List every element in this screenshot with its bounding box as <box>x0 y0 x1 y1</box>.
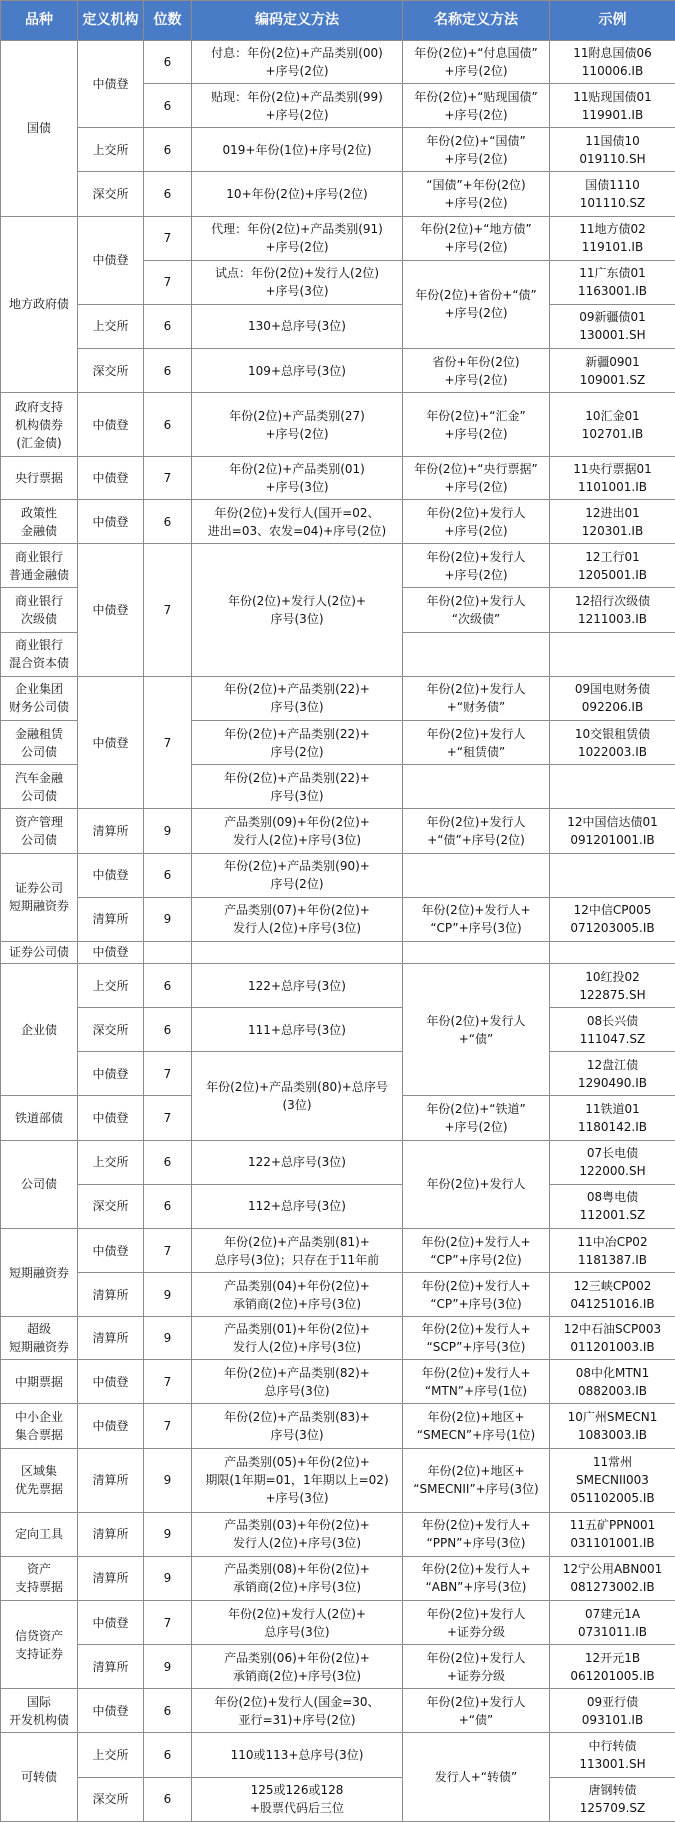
table-cell: 年份(2位)+发行人 +“债” <box>403 963 550 1096</box>
table-cell: 清算所 <box>78 1645 144 1689</box>
table-cell: 中债登 <box>78 393 144 457</box>
table-cell: 年份(2位)+产品类别(22)+ 序号(3位) <box>192 676 403 720</box>
table-cell: 年份(2位)+“央行票据” +序号(2位) <box>403 457 550 500</box>
table-cell: 政府支持 机构债券 (汇金债) <box>1 393 78 457</box>
table-cell: 11广东债01 1163001.IB <box>550 260 675 304</box>
table-cell: 年份(2位)+发行人 +序号(2位) <box>403 544 550 588</box>
table-cell: 年份(2位)+“贴现国债” +序号(2位) <box>403 84 550 128</box>
table-cell: 中债登 <box>78 1096 144 1140</box>
table-cell: 年份(2位)+产品类别(22)+ 序号(2位) <box>192 721 403 765</box>
table-cell: 年份(2位)+“国债” +序号(2位) <box>403 128 550 172</box>
table-row <box>1 1052 675 1096</box>
table-cell: 6 <box>144 963 192 1007</box>
table-cell: 6 <box>144 1140 192 1184</box>
table-cell: 125或126或128 +股票代码后三位 <box>192 1777 403 1821</box>
table-cell: 年份(2位)+地区+ “SMECN”+序号(1位) <box>403 1404 550 1448</box>
table-cell: 国际 开发机构债 <box>1 1689 78 1733</box>
table-row <box>1 1733 675 1777</box>
table-cell: 年份(2位)+发行人+ “CP”+序号(3位) <box>403 897 550 941</box>
table-cell: 清算所 <box>78 1512 144 1556</box>
table-cell: 07长电债 122000.SH <box>550 1140 675 1184</box>
table-cell: 年份(2位)+产品类别(82)+ 总序号(3位) <box>192 1360 403 1404</box>
table-cell: 10汇金01 102701.IB <box>550 393 675 457</box>
table-cell: 7 <box>144 676 192 809</box>
table-cell: 清算所 <box>78 809 144 853</box>
table-cell: 年份(2位)+产品类别(27) +序号(2位) <box>192 393 403 457</box>
table-cell: 产品类别(06)+年份(2位)+ 承销商(2位)+序号(3位) <box>192 1645 403 1689</box>
table-cell: 年份(2位)+发行人 +“财务债” <box>403 676 550 720</box>
table-cell: 12工行01 1205001.IB <box>550 544 675 588</box>
header-name-method: 名称定义方法 <box>403 1 550 41</box>
table-cell: 9 <box>144 1317 192 1360</box>
table-cell: 10+年份(2位)+序号(2位) <box>192 172 403 216</box>
table-cell: 年份(2位)+“铁道” +序号(2位) <box>403 1096 550 1140</box>
table-cell: 企业债 <box>1 963 78 1096</box>
table-cell: 6 <box>144 500 192 544</box>
table-cell: 年份(2位)+产品类别(01) +序号(3位) <box>192 457 403 500</box>
table-cell: 11贴现国债01 119901.IB <box>550 84 675 128</box>
table-cell: 08粤电债 112001.SZ <box>550 1184 675 1228</box>
table-cell: 定向工具 <box>1 1512 78 1556</box>
table-row <box>1 1777 675 1821</box>
table-row <box>1 393 675 457</box>
table-cell: 年份(2位)+发行人+ “CP”+序号(3位) <box>403 1273 550 1317</box>
table-row <box>1 941 675 963</box>
table-cell: 商业银行 普通金融债 <box>1 544 78 588</box>
table-cell: 深交所 <box>78 1184 144 1228</box>
table-cell: 122+总序号(3位) <box>192 963 403 1007</box>
table-cell: 019+年份(1位)+序号(2位) <box>192 128 403 172</box>
table-cell: 年份(2位)+产品类别(90)+ 序号(2位) <box>192 853 403 897</box>
table-cell <box>403 941 550 963</box>
table-cell: 6 <box>144 128 192 172</box>
table-cell: 6 <box>144 393 192 457</box>
table-cell: 12中信CP005 071203005.IB <box>550 897 675 941</box>
table-cell: 122+总序号(3位) <box>192 1140 403 1184</box>
table-cell: 111+总序号(3位) <box>192 1008 403 1052</box>
table-row <box>1 1140 675 1184</box>
table-cell: 6 <box>144 1689 192 1733</box>
table-cell: 7 <box>144 216 192 260</box>
table-cell: 年份(2位)+发行人+ “ABN”+序号(3位) <box>403 1556 550 1600</box>
table-cell <box>550 941 675 963</box>
table-body <box>1 41 675 1822</box>
table-cell: 公司债 <box>1 1140 78 1228</box>
table-cell: 年份(2位)+发行人 +“租赁债” <box>403 721 550 765</box>
table-cell: 产品类别(08)+年份(2位)+ 承销商(2位)+序号(3位) <box>192 1556 403 1600</box>
table-cell: 11铁道01 1180142.IB <box>550 1096 675 1140</box>
table-cell: 唐钢转债 125709.SZ <box>550 1777 675 1821</box>
table-cell: 国债1110 101110.SZ <box>550 172 675 216</box>
table-cell: 中债登 <box>78 1689 144 1733</box>
header-institution: 定义机构 <box>78 1 144 41</box>
table-cell: 6 <box>144 304 192 348</box>
table-cell: 12中石油SCP003 011201003.IB <box>550 1317 675 1360</box>
table-cell: 6 <box>144 853 192 897</box>
table-cell: 9 <box>144 1645 192 1689</box>
table-cell <box>403 632 550 676</box>
table-cell <box>550 853 675 897</box>
table-cell: 年份(2位)+发行人 “次级债” <box>403 588 550 632</box>
table-cell: 7 <box>144 1228 192 1272</box>
table-cell <box>144 941 192 963</box>
table-cell: 6 <box>144 1184 192 1228</box>
table-cell: 清算所 <box>78 1273 144 1317</box>
table-cell: 109+总序号(3位) <box>192 349 403 393</box>
table-cell: 7 <box>144 1052 192 1096</box>
table-cell: 深交所 <box>78 1777 144 1821</box>
table-row <box>1 128 675 172</box>
table-cell: 中行转债 113001.SH <box>550 1733 675 1777</box>
table-cell: 证券公司债 <box>1 941 78 963</box>
table-cell: 贴现：年份(2位)+产品类别(99) +序号(2位) <box>192 84 403 128</box>
table-cell: 清算所 <box>78 1317 144 1360</box>
table-cell: 09新疆债01 130001.SH <box>550 304 675 348</box>
table-cell: 清算所 <box>78 897 144 941</box>
table-row <box>1 1317 675 1360</box>
table-cell: 试点：年份(2位)+发行人(2位) +序号(3位) <box>192 260 403 304</box>
table-cell: 7 <box>144 1600 192 1644</box>
table-cell: 资产 支持票据 <box>1 1556 78 1600</box>
table-cell <box>550 765 675 809</box>
table-cell <box>403 853 550 897</box>
table-cell: 110或113+总序号(3位) <box>192 1733 403 1777</box>
table-cell: 9 <box>144 1273 192 1317</box>
table-cell: 国债 <box>1 41 78 217</box>
table-cell: 12招行次级债 1211003.IB <box>550 588 675 632</box>
table-cell: 年份(2位)+“付息国债” +序号(2位) <box>403 41 550 84</box>
table-cell: 深交所 <box>78 349 144 393</box>
table-cell: 09亚行债 093101.IB <box>550 1689 675 1733</box>
table-row <box>1 1273 675 1317</box>
table-cell: 年份(2位)+产品类别(22)+ 序号(3位) <box>192 765 403 809</box>
table-cell: 年份(2位)+产品类别(81)+ 总序号(3位)；只存在于11年前 <box>192 1228 403 1272</box>
table-cell: 11中冶CP02 1181387.IB <box>550 1228 675 1272</box>
table-row <box>1 544 675 588</box>
table-cell: 汽车金融 公司债 <box>1 765 78 809</box>
table-cell: 112+总序号(3位) <box>192 1184 403 1228</box>
table-row <box>1 676 675 720</box>
table-row <box>1 172 675 216</box>
table-row <box>1 457 675 500</box>
table-row <box>1 809 675 853</box>
table-cell: 年份(2位)+“地方债” +序号(2位) <box>403 216 550 260</box>
table-cell: 深交所 <box>78 1008 144 1052</box>
table-cell: 9 <box>144 1512 192 1556</box>
table-cell: 中期票据 <box>1 1360 78 1404</box>
table-cell: 产品类别(03)+年份(2位)+ 发行人(2位)+序号(3位) <box>192 1512 403 1556</box>
table-cell: 地方政府债 <box>1 216 78 393</box>
table-cell: 上交所 <box>78 1140 144 1184</box>
table-cell: 商业银行 混合资本债 <box>1 632 78 676</box>
table-cell: 上交所 <box>78 304 144 348</box>
table-cell: 年份(2位)+产品类别(80)+总序号 (3位) <box>192 1052 403 1140</box>
table-cell: 新疆0901 109001.SZ <box>550 349 675 393</box>
table-cell: 企业集团 财务公司债 <box>1 676 78 720</box>
table-cell: 证券公司 短期融资券 <box>1 853 78 941</box>
table-cell: 7 <box>144 1360 192 1404</box>
table-cell <box>550 632 675 676</box>
table-cell: 年份(2位)+发行人 +证券分级 <box>403 1600 550 1644</box>
table-row <box>1 349 675 393</box>
table-row <box>1 897 675 941</box>
table-cell <box>403 765 550 809</box>
table-cell: 中债登 <box>78 941 144 963</box>
table-cell: 11附息国债06 110006.IB <box>550 41 675 84</box>
table-row <box>1 1645 675 1689</box>
table-cell: 中债登 <box>78 216 144 304</box>
table-cell: 上交所 <box>78 1733 144 1777</box>
table-cell: 7 <box>144 1096 192 1140</box>
table-cell: 中债登 <box>78 853 144 897</box>
table-row <box>1 1184 675 1228</box>
header-digits: 位数 <box>144 1 192 41</box>
table-cell: 11央行票据01 1101001.IB <box>550 457 675 500</box>
table-cell: 9 <box>144 1556 192 1600</box>
table-cell: 7 <box>144 544 192 677</box>
table-row <box>1 963 675 1007</box>
table-cell: 12盘江债 1290490.IB <box>550 1052 675 1096</box>
table-cell: 09国电财务债 092206.IB <box>550 676 675 720</box>
table-cell: 中债登 <box>78 500 144 544</box>
table-cell: 11国债10 019110.SH <box>550 128 675 172</box>
table-row <box>1 1404 675 1448</box>
table-cell: 铁道部债 <box>1 1096 78 1140</box>
table-cell: 年份(2位)+发行人 <box>403 1140 550 1228</box>
table-cell: 产品类别(04)+年份(2位)+ 承销商(2位)+序号(3位) <box>192 1273 403 1317</box>
table-row <box>1 1228 675 1272</box>
table-cell: 年份(2位)+发行人 +证券分级 <box>403 1645 550 1689</box>
table-cell: 6 <box>144 1777 192 1821</box>
table-cell: 年份(2位)+地区+ “SMECNII”+序号(3位) <box>403 1448 550 1512</box>
table-row <box>1 1689 675 1733</box>
table-cell: 年份(2位)+发行人+ “PPN”+序号(3位) <box>403 1512 550 1556</box>
table-cell: 11五矿PPN001 031101001.IB <box>550 1512 675 1556</box>
table-cell: 12中国信达债01 091201001.IB <box>550 809 675 853</box>
table-cell: 可转债 <box>1 1733 78 1822</box>
table-cell: 年份(2位)+发行人+ “MTN”+序号(1位) <box>403 1360 550 1404</box>
table-cell: 6 <box>144 1733 192 1777</box>
table-cell: 年份(2位)+产品类别(83)+ 序号(3位) <box>192 1404 403 1448</box>
table-row <box>1 216 675 260</box>
table-row <box>1 1600 675 1644</box>
table-cell: 省份+年份(2位) +序号(2位) <box>403 349 550 393</box>
table-cell: 08中化MTN1 0882003.IB <box>550 1360 675 1404</box>
table-cell: 9 <box>144 809 192 853</box>
table-cell: 短期融资券 <box>1 1228 78 1316</box>
table-cell: 央行票据 <box>1 457 78 500</box>
table-cell: 08长兴债 111047.SZ <box>550 1008 675 1052</box>
table-cell: 中小企业 集合票据 <box>1 1404 78 1448</box>
table-cell: 中债登 <box>78 1360 144 1404</box>
table-row <box>1 1448 675 1512</box>
table-cell: 年份(2位)+发行人 +序号(2位) <box>403 500 550 544</box>
table-cell: 金融租赁 公司债 <box>1 721 78 765</box>
table-row <box>1 1556 675 1600</box>
table-cell: 代理：年份(2位)+产品类别(91) +序号(2位) <box>192 216 403 260</box>
table-cell: 9 <box>144 1448 192 1512</box>
table-cell: 7 <box>144 457 192 500</box>
table-cell: 12宁公用ABN001 081273002.IB <box>550 1556 675 1600</box>
header-code-method: 编码定义方法 <box>192 1 403 41</box>
table-cell: 6 <box>144 84 192 128</box>
table-cell: 年份(2位)+发行人(2位)+ 总序号(3位) <box>192 1600 403 1644</box>
table-cell: 付息：年份(2位)+产品类别(00) +序号(2位) <box>192 41 403 84</box>
table-cell: 中债登 <box>78 1228 144 1272</box>
table-cell: 6 <box>144 172 192 216</box>
table-cell: 中债登 <box>78 41 144 128</box>
table-row <box>1 1360 675 1404</box>
header-row <box>1 1 675 41</box>
table-cell: 产品类别(01)+年份(2位)+ 发行人(2位)+序号(3位) <box>192 1317 403 1360</box>
table-row <box>1 1008 675 1052</box>
table-cell: 年份(2位)+发行人(国开=02、 进出=03、农发=04)+序号(2位) <box>192 500 403 544</box>
table-cell: 信贷资产 支持证券 <box>1 1600 78 1688</box>
table-cell: 6 <box>144 1008 192 1052</box>
table-row <box>1 304 675 348</box>
table-cell: 07建元1A 0731011.IB <box>550 1600 675 1644</box>
table-cell: 7 <box>144 260 192 304</box>
table-cell: 上交所 <box>78 963 144 1007</box>
table-cell: 年份(2位)+发行人+ “SCP”+序号(3位) <box>403 1317 550 1360</box>
table-cell: 6 <box>144 41 192 84</box>
table-cell: 深交所 <box>78 172 144 216</box>
table-cell: 12三峡CP002 041251016.IB <box>550 1273 675 1317</box>
table-cell: 9 <box>144 897 192 941</box>
table-row <box>1 41 675 84</box>
table-cell: 7 <box>144 1404 192 1448</box>
table-cell: 发行人+“转债” <box>403 1733 550 1822</box>
header-variety: 品种 <box>1 1 78 41</box>
table-cell: 中债登 <box>78 457 144 500</box>
table-cell <box>192 941 403 963</box>
table-row <box>1 853 675 897</box>
table-cell: 政策性 金融债 <box>1 500 78 544</box>
table-cell: 商业银行 次级债 <box>1 588 78 632</box>
table-cell: 12进出01 120301.IB <box>550 500 675 544</box>
table-cell: 10广州SMECN1 1083003.IB <box>550 1404 675 1448</box>
table-cell: 资产管理 公司债 <box>1 809 78 853</box>
table-cell: 年份(2位)+发行人 +“债” <box>403 1689 550 1733</box>
table-row <box>1 500 675 544</box>
table-cell: 年份(2位)+“汇金” +序号(2位) <box>403 393 550 457</box>
table-cell: 中债登 <box>78 1052 144 1096</box>
table-cell: 6 <box>144 349 192 393</box>
table-cell: 11地方债02 119101.IB <box>550 216 675 260</box>
table-cell: 上交所 <box>78 128 144 172</box>
table-cell: 130+总序号(3位) <box>192 304 403 348</box>
table-cell: 清算所 <box>78 1448 144 1512</box>
table-cell: 产品类别(09)+年份(2位)+ 发行人(2位)+序号(3位) <box>192 809 403 853</box>
table-cell: 11常州 SMECNII003 051102005.IB <box>550 1448 675 1512</box>
table-cell: 10交银租赁债 1022003.IB <box>550 721 675 765</box>
table-cell: 12开元1B 061201005.IB <box>550 1645 675 1689</box>
table-cell: 超级 短期融资券 <box>1 1317 78 1360</box>
table-cell: 中债登 <box>78 544 144 677</box>
table-cell: 中债登 <box>78 676 144 809</box>
table-row <box>1 1512 675 1556</box>
table-cell: 10红投02 122875.SH <box>550 963 675 1007</box>
table-cell: 清算所 <box>78 1556 144 1600</box>
table-cell: 中债登 <box>78 1600 144 1644</box>
table-cell: 年份(2位)+发行人+ “CP”+序号(2位) <box>403 1228 550 1272</box>
table-cell: 中债登 <box>78 1404 144 1448</box>
table-cell: “国债”+年份(2位) +序号(2位) <box>403 172 550 216</box>
table-cell: 年份(2位)+发行人 +“债”+序号(2位) <box>403 809 550 853</box>
table-cell: 年份(2位)+发行人(国金=30、 亚行=31)+序号(2位) <box>192 1689 403 1733</box>
table-cell: 年份(2位)+省份+“债” +序号(2位) <box>403 260 550 348</box>
table-cell: 产品类别(05)+年份(2位)+ 期限(1年期=01，1年期以上=02) +序号(3位) <box>192 1448 403 1512</box>
table-cell: 产品类别(07)+年份(2位)+ 发行人(2位)+序号(3位) <box>192 897 403 941</box>
table-cell: 年份(2位)+发行人(2位)+ 序号(3位) <box>192 544 403 677</box>
header-example: 示例 <box>550 1 675 41</box>
table-cell: 区域集 优先票据 <box>1 1448 78 1512</box>
